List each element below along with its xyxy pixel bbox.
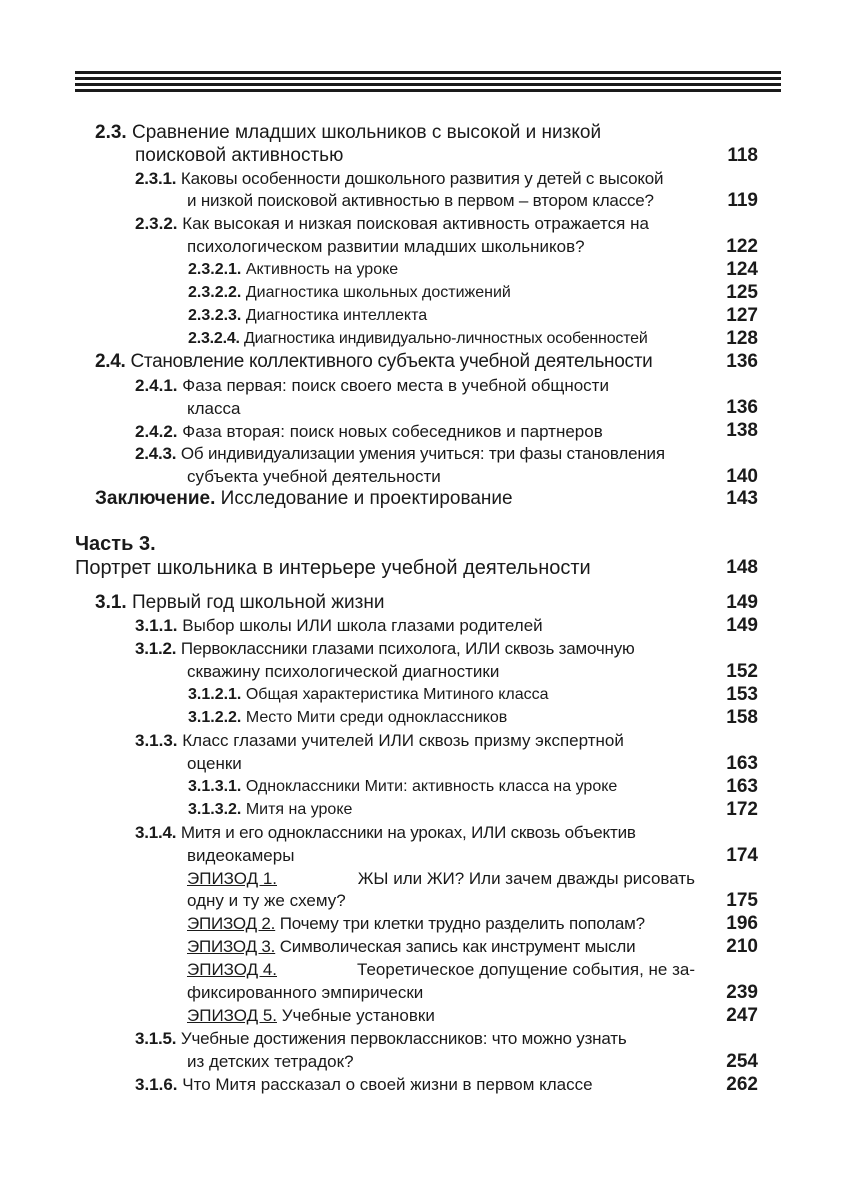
toc-title: из детских тетрадок?: [187, 1052, 354, 1071]
toc-entry-continued: [187, 467, 441, 487]
toc-number: 2.4.: [95, 351, 126, 372]
toc-title: Каковы особенности дошкольного развития у детей с высокой: [180, 169, 664, 188]
header-rule-4: [75, 89, 781, 92]
toc-entry: [95, 122, 601, 144]
toc-entry: [188, 284, 511, 302]
toc-number: 3.1.6.: [135, 1075, 178, 1094]
toc-entry: [135, 444, 665, 464]
toc-entry: [95, 351, 652, 373]
toc-page-number: 210: [726, 936, 758, 957]
toc-title: Портрет школьника в интерьере учебной деятельности: [75, 557, 591, 579]
toc-entry-continued: [187, 237, 585, 257]
toc-title: Класс глазами учителей ИЛИ сквозь призму экспертной: [182, 731, 624, 750]
toc-number: Заключение.: [95, 488, 216, 509]
toc-title: Митя на уроке: [245, 801, 353, 818]
toc-number: 3.1.3.1.: [188, 778, 242, 795]
toc-entry-episode: [187, 914, 645, 934]
toc-page-number: 175: [726, 890, 758, 911]
toc-entry-episode: [187, 960, 695, 980]
toc-number: 3.1.3.: [135, 731, 178, 750]
toc-title: и низкой поисковой активностью в первом – втором классе?: [187, 191, 654, 210]
toc-entry: [188, 709, 507, 727]
toc-entry: [188, 778, 617, 796]
toc-number: 2.3.2.2.: [188, 284, 242, 301]
toc-page-number: 174: [726, 845, 758, 866]
toc-title: Сравнение младших школьников с высокой и низкой: [131, 122, 602, 143]
part-number: Часть 3.: [75, 533, 156, 555]
toc-title: одну и ту же схему?: [187, 891, 346, 910]
toc-entry-episode: [187, 1006, 435, 1026]
toc-title: субъекта учебной деятельности: [187, 467, 441, 486]
toc-entry: [135, 1029, 627, 1049]
toc-number: 3.1.2.2.: [188, 709, 242, 726]
toc-page-number: 158: [726, 707, 758, 728]
toc-page-number: 196: [726, 913, 758, 934]
toc-page-number: 128: [726, 328, 758, 349]
toc-title: психологическом развитии младших школьников?: [187, 237, 585, 256]
episode-label: ЭПИЗОД 4.: [187, 960, 277, 979]
toc-entry: [135, 731, 624, 751]
toc-title: Символическая запись как инструмент мысли: [279, 937, 636, 956]
toc-title: Место Мити среди одноклассников: [245, 709, 508, 726]
toc-page-number: 163: [726, 753, 758, 774]
toc-entry-continued: [187, 399, 240, 419]
toc-entry: [188, 307, 427, 325]
toc-number: 3.1.4.: [135, 823, 177, 842]
toc-number: 2.3.2.1.: [188, 261, 242, 278]
toc-number: 3.1.5.: [135, 1029, 177, 1048]
toc-page-number: 122: [726, 236, 758, 257]
toc-page-number: 118: [727, 145, 758, 166]
toc-page-number: 138: [726, 420, 758, 441]
toc-page-number: 124: [726, 259, 758, 280]
toc-title: Становление коллективного субъекта учебной деятельности: [130, 351, 653, 372]
toc-entry: [135, 214, 649, 234]
toc-title: Диагностика школьных достижений: [245, 284, 511, 301]
episode-label: ЭПИЗОД 1.: [187, 869, 277, 888]
toc-number: 3.1.3.2.: [188, 801, 242, 818]
toc-title: Одноклассники Мити: активность класса на уроке: [245, 778, 618, 795]
toc-entry-episode: [187, 937, 635, 957]
toc-entry: [188, 686, 549, 704]
toc-title: Митя и его одноклассники на уроках, ИЛИ сквозь объектив: [180, 823, 636, 842]
toc-page-number: 254: [726, 1051, 758, 1072]
toc-entry: [135, 639, 635, 659]
toc-title: фиксированного эмпирически: [187, 983, 424, 1002]
toc-title: оценки: [187, 754, 242, 773]
toc-entry: [95, 488, 513, 510]
toc-title: Фаза вторая: поиск новых собеседников и партнеров: [182, 422, 603, 441]
toc-page-number: 149: [726, 592, 758, 613]
episode-label: ЭПИЗОД 5.: [187, 1006, 277, 1025]
toc-page-number: 262: [726, 1074, 758, 1095]
toc-number: 2.3.2.: [135, 214, 178, 233]
toc-title: Учебные установки: [281, 1006, 435, 1025]
toc-title: класса: [187, 399, 241, 418]
toc-title: Учебные достижения первоклассников: что можно узнать: [180, 1029, 627, 1048]
episode-label: ЭПИЗОД 2.: [187, 914, 276, 933]
toc-entry: [135, 1075, 593, 1095]
toc-title: Первый год школьной жизни: [131, 592, 385, 613]
toc-title: Теоретическое допущение события, не за-: [357, 960, 695, 979]
toc-entry-continued: [187, 662, 499, 682]
header-rule-2: [75, 77, 781, 80]
toc-page-number: 149: [726, 615, 758, 636]
toc-entry: [188, 261, 398, 279]
toc-number: 2.4.3.: [135, 444, 177, 463]
toc-entry-episode: [187, 869, 695, 889]
toc-entry: [135, 616, 543, 636]
toc-number: 3.1.2.1.: [188, 686, 242, 703]
toc-entry-continued: [187, 846, 294, 866]
toc-title: Активность на уроке: [245, 261, 399, 278]
toc-number: 2.3.1.: [135, 169, 177, 188]
toc-entry: [135, 376, 609, 396]
header-rule-1: [75, 71, 781, 74]
toc-page-number: 125: [726, 282, 758, 303]
toc-entry: [135, 823, 636, 843]
toc-entry-continued: [187, 754, 242, 774]
toc-page-number: 136: [726, 397, 758, 418]
toc-page-number: 163: [726, 776, 758, 797]
toc-title: Фаза первая: поиск своего места в учебной общности: [182, 376, 609, 395]
toc-title: ЖЫ или ЖИ? Или зачем дважды рисовать: [357, 869, 695, 888]
header-rule-3: [75, 83, 781, 86]
toc-number: 2.4.2.: [135, 422, 178, 441]
toc-entry: [95, 592, 384, 614]
toc-page-number: 247: [726, 1005, 758, 1026]
toc-page-number: 143: [726, 488, 758, 509]
toc-title: Общая характеристика Митиного класса: [245, 686, 549, 703]
toc-title: видеокамеры: [187, 846, 295, 865]
toc-entry-continued: [187, 983, 423, 1003]
toc-title: Диагностика индивидуально-личностных особенностей: [244, 330, 648, 347]
toc-page-number: 172: [726, 799, 758, 820]
toc-title: скважину психологической диагностики: [187, 662, 500, 681]
toc-entry: [135, 169, 663, 189]
episode-label: ЭПИЗОД 3.: [187, 937, 276, 956]
toc-entry-continued: [187, 191, 654, 211]
toc-page-number: 239: [726, 982, 758, 1003]
toc-page-number: 152: [726, 661, 758, 682]
toc-title: Исследование и проектирование: [220, 488, 513, 509]
toc-title: Почему три клетки трудно разделить пополам?: [279, 914, 645, 933]
toc-title: поисковой активностью: [135, 145, 344, 166]
toc-page-number: 119: [727, 190, 758, 211]
part-title: [75, 557, 591, 580]
toc-entry: [188, 330, 648, 348]
toc-page-number: 140: [726, 466, 758, 487]
toc-number: 3.1.: [95, 592, 127, 613]
toc-title: Первоклассники глазами психолога, ИЛИ сквозь замочную: [180, 639, 635, 658]
toc-entry-continued: [187, 1052, 354, 1072]
toc-page-number: 136: [726, 351, 758, 372]
toc-entry-continued: [187, 891, 346, 911]
toc-title: Что Митя рассказал о своей жизни в первом классе: [182, 1075, 593, 1094]
toc-title: Диагностика интеллекта: [245, 307, 428, 324]
toc-number: 3.1.2.: [135, 639, 177, 658]
toc-page-number: 148: [726, 557, 758, 578]
toc-title: Как высокая и низкая поисковая активность отражается на: [182, 214, 649, 233]
toc-page-number: 127: [726, 305, 758, 326]
toc-number: 2.3.: [95, 122, 127, 143]
toc-title: Об индивидуализации умения учиться: три фазы становления: [180, 444, 665, 463]
toc-entry-continued: [135, 145, 343, 167]
toc-number: 2.4.1.: [135, 376, 178, 395]
toc-entry: [135, 422, 603, 442]
toc-entry: [188, 801, 352, 819]
part-heading: [75, 533, 156, 556]
toc-number: 3.1.1.: [135, 616, 178, 635]
toc-number: 2.3.2.4.: [188, 330, 240, 347]
toc-title: Выбор школы ИЛИ школа глазами родителей: [182, 616, 543, 635]
toc-page-number: 153: [726, 684, 758, 705]
toc-number: 2.3.2.3.: [188, 307, 242, 324]
